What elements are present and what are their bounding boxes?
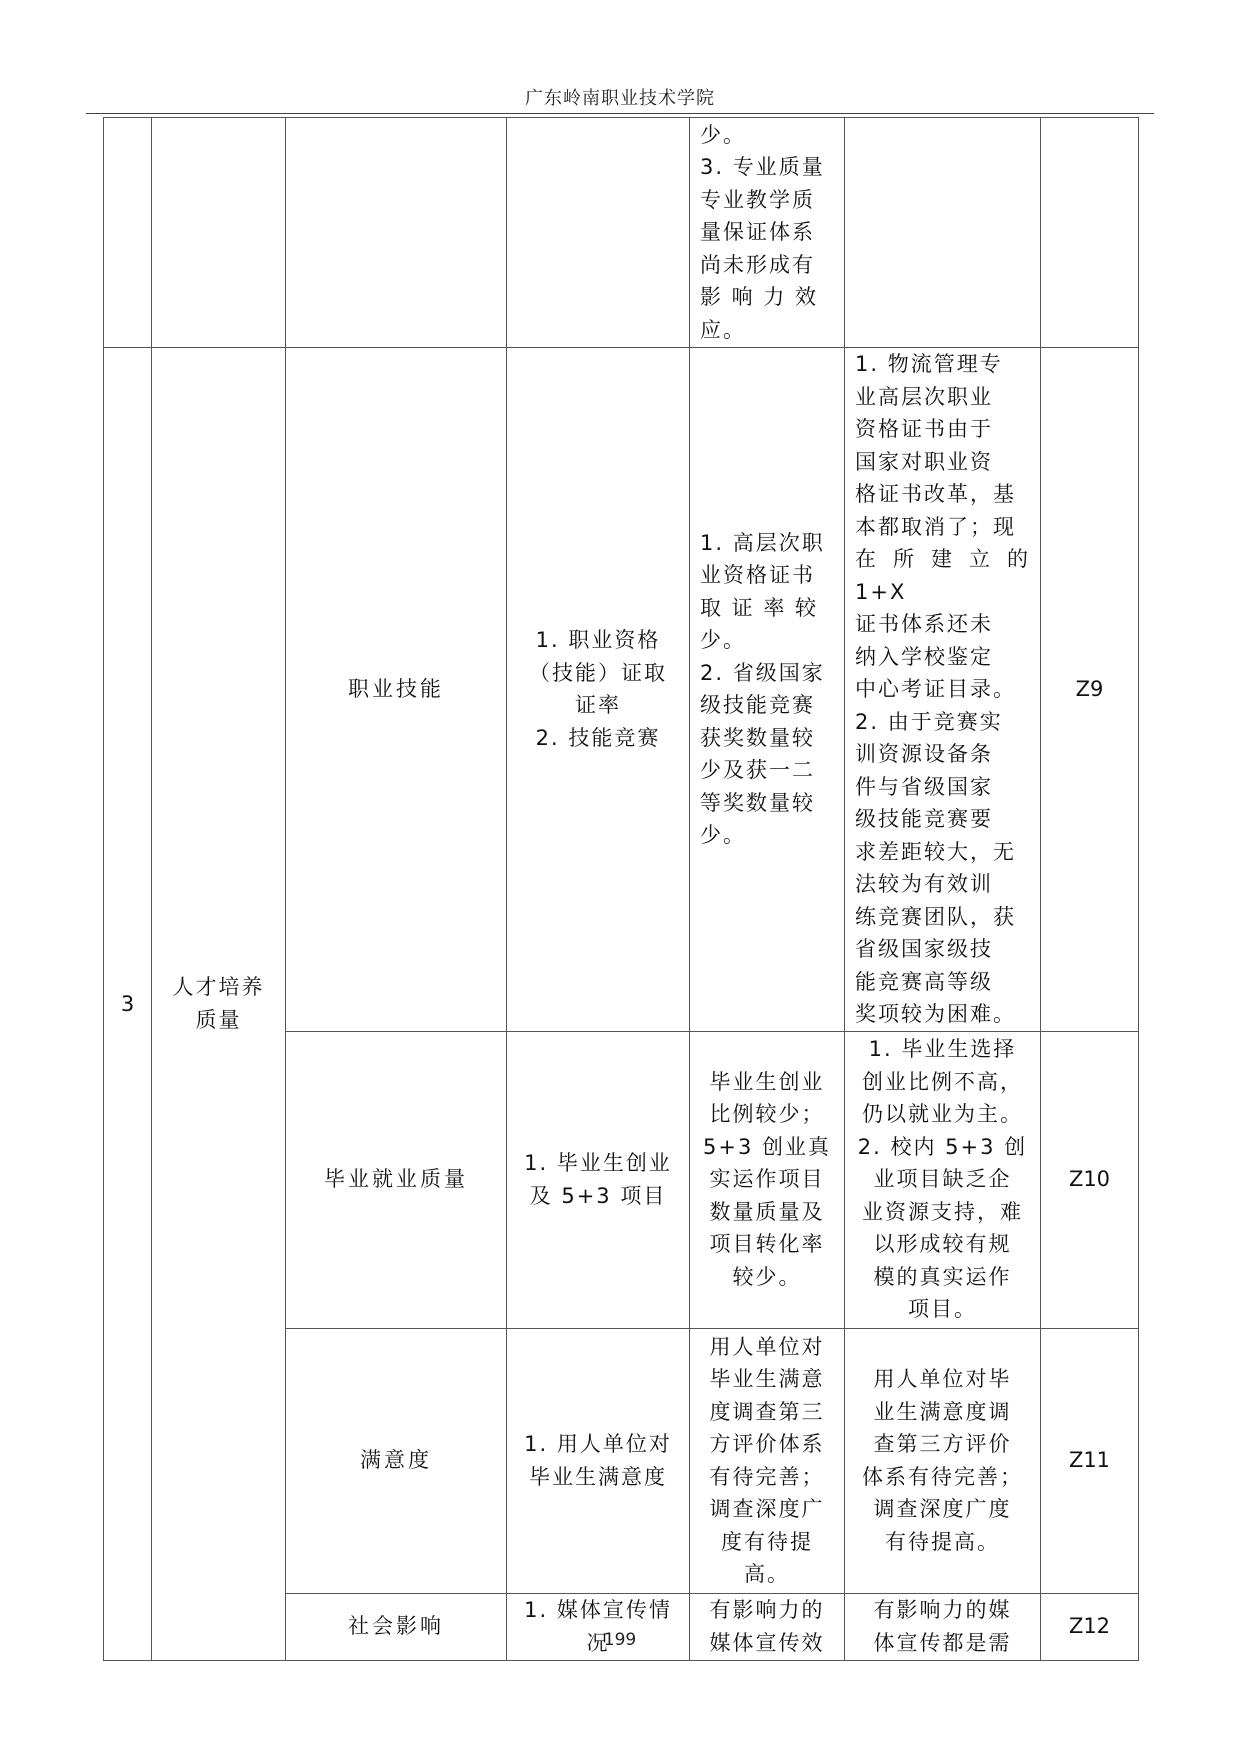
cell-code-empty bbox=[1041, 118, 1139, 348]
issues-table bbox=[103, 117, 1139, 1661]
cell-reason bbox=[845, 1328, 1041, 1593]
problem-line: 实运作项目 bbox=[709, 1167, 825, 1192]
reason-line: 格证书改革，基 bbox=[855, 482, 1016, 506]
point-line: （技能）证取 bbox=[529, 660, 667, 685]
page-header-title: 广东岭南职业技术学院 bbox=[525, 88, 715, 109]
problem-line: 2. 省级国家 bbox=[700, 660, 825, 685]
cell-dimension-empty bbox=[152, 118, 286, 348]
table-row-continued bbox=[104, 118, 1139, 348]
reason-line: 纳入学校鉴定 bbox=[855, 644, 993, 669]
problem-line: 量保证体系 bbox=[700, 220, 815, 245]
reason-line: 有影响力的媒 bbox=[873, 1598, 1012, 1622]
problem-line: 毕业生满意 bbox=[709, 1367, 825, 1391]
reason-line: 业生满意度调 bbox=[873, 1399, 1012, 1424]
cell-problem bbox=[690, 1031, 845, 1328]
reason-line: 法较为有效训 bbox=[855, 872, 993, 896]
reason-line: 用人单位对毕 bbox=[873, 1367, 1012, 1391]
reason-line: 调查深度广度 bbox=[873, 1497, 1012, 1521]
problem-line: 等奖数量较 bbox=[700, 790, 815, 815]
problem-line: 用人单位对 bbox=[709, 1334, 825, 1359]
reason-line: 体宣传都是需 bbox=[873, 1630, 1012, 1655]
cell-point-empty bbox=[507, 118, 690, 348]
problem-line: 级技能竞赛 bbox=[700, 693, 815, 718]
reason-line: 查第三方评价 bbox=[873, 1432, 1012, 1456]
problem-line: 度调查第三 bbox=[709, 1399, 825, 1424]
problem-line: 5+3 创业真 bbox=[703, 1134, 831, 1159]
cell-code: Z12 bbox=[1041, 1593, 1139, 1660]
cell-problem bbox=[690, 348, 845, 1032]
reason-line: 2. 由于竞赛实 bbox=[855, 709, 1003, 734]
problem-line: 方评价体系 bbox=[709, 1432, 825, 1456]
problem-line: 比例较少； bbox=[709, 1102, 825, 1127]
cell-dimension bbox=[152, 348, 286, 1661]
reason-line: 省级国家级技 bbox=[855, 937, 993, 961]
page-number: 199 bbox=[603, 1630, 637, 1650]
cell-reason-empty bbox=[845, 118, 1041, 348]
problem-line: 少。 bbox=[700, 628, 746, 653]
problem-line: 媒体宣传效 bbox=[709, 1630, 825, 1655]
dimension-line: 质量 bbox=[195, 1007, 242, 1032]
problem-line: 1. 高层次职 bbox=[700, 530, 825, 555]
problem-line: 少及获一二 bbox=[700, 758, 815, 783]
problem-line: 数量质量及 bbox=[709, 1199, 825, 1224]
reason-line: 证书体系还未 bbox=[855, 612, 993, 636]
cell-problem bbox=[690, 118, 845, 348]
problem-line: 较少。 bbox=[732, 1264, 802, 1289]
reason-line: 模的真实运作 bbox=[873, 1264, 1012, 1289]
point-line: 1. 毕业生创业 bbox=[524, 1151, 672, 1175]
reason-line: 级技能竞赛要 bbox=[855, 807, 993, 831]
problem-line: 影 响 力 效 bbox=[700, 285, 819, 310]
point-line: 1. 职业资格 bbox=[535, 628, 661, 653]
reason-line: 仍以就业为主。 bbox=[862, 1102, 1023, 1127]
cell-code: Z11 bbox=[1041, 1328, 1139, 1593]
reason-line: 项目。 bbox=[908, 1297, 977, 1322]
cell-problem bbox=[690, 1328, 845, 1593]
cell-point bbox=[507, 348, 690, 1032]
reason-line: 件与省级国家 bbox=[855, 774, 993, 799]
cell-item: 社会影响 bbox=[286, 1593, 507, 1660]
point-line: 1. 用人单位对 bbox=[524, 1432, 672, 1456]
reason-line: 训资源设备条 bbox=[855, 742, 993, 766]
cell-item: 毕业就业质量 bbox=[286, 1031, 507, 1328]
cell-number-empty bbox=[104, 118, 152, 348]
problem-line: 高。 bbox=[744, 1562, 790, 1586]
problem-line: 度有待提 bbox=[721, 1529, 813, 1554]
problem-line: 项目转化率 bbox=[709, 1232, 825, 1257]
problem-line: 应。 bbox=[700, 317, 746, 342]
point-line: 1. 媒体宣传情 bbox=[524, 1598, 672, 1622]
reason-line: 1. 物流管理专 bbox=[855, 352, 1003, 376]
reason-line: 以形成较有规 bbox=[873, 1232, 1012, 1257]
reason-line: 国家对职业资 bbox=[855, 449, 993, 474]
problem-line: 调查深度广 bbox=[709, 1497, 825, 1521]
reason-line: 资格证书由于 bbox=[855, 417, 993, 441]
problem-line: 少。 bbox=[700, 122, 746, 147]
cell-reason bbox=[845, 348, 1041, 1032]
reason-line: 求差距较大，无 bbox=[855, 839, 1016, 864]
problem-line: 毕业生创业 bbox=[709, 1069, 825, 1094]
problem-line: 有待完善； bbox=[709, 1464, 825, 1489]
reason-line: 创业比例不高， bbox=[862, 1069, 1023, 1094]
point-line: 况 bbox=[586, 1630, 610, 1655]
cell-number: 3 bbox=[104, 348, 152, 1661]
problem-line: 少。 bbox=[700, 823, 746, 848]
cell-code: Z10 bbox=[1041, 1031, 1139, 1328]
point-line: 证率 bbox=[575, 693, 621, 718]
problem-line: 尚未形成有 bbox=[700, 252, 815, 277]
table-row bbox=[104, 348, 1139, 1032]
dimension-line: 人才培养 bbox=[172, 975, 265, 1000]
reason-line: 1. 毕业生选择 bbox=[868, 1037, 1017, 1062]
cell-item-empty bbox=[286, 118, 507, 348]
reason-line: 本都取消了；现 bbox=[855, 514, 1016, 539]
cell-point bbox=[507, 1031, 690, 1328]
cell-item: 职业技能 bbox=[286, 348, 507, 1032]
problem-line: 3. 专业质量 bbox=[700, 155, 825, 180]
cell-reason bbox=[845, 1031, 1041, 1328]
reason-line: 2. 校内 5+3 创 bbox=[857, 1134, 1028, 1159]
point-line: 毕业生满意度 bbox=[529, 1464, 667, 1489]
reason-line: 业资源支持，难 bbox=[862, 1199, 1023, 1224]
problem-line: 业资格证书 bbox=[700, 563, 815, 588]
reason-line: 业高层次职业 bbox=[855, 384, 993, 409]
reason-line: 业项目缺乏企 bbox=[873, 1167, 1012, 1192]
reason-line: 体系有待完善； bbox=[862, 1464, 1023, 1489]
cell-item: 满意度 bbox=[286, 1328, 507, 1593]
reason-line: 有待提高。 bbox=[885, 1529, 1000, 1554]
reason-line: 中心考证目录。 bbox=[855, 677, 1016, 701]
reason-line: 在所建立的 1+X bbox=[855, 547, 1030, 604]
reason-line: 练竞赛团队，获 bbox=[855, 904, 1016, 929]
problem-line: 专业教学质 bbox=[700, 187, 815, 212]
reason-line: 能竞赛高等级 bbox=[855, 969, 993, 994]
problem-line: 取 证 率 较 bbox=[700, 595, 819, 620]
problem-line: 有影响力的 bbox=[709, 1598, 825, 1622]
point-line: 及 5+3 项目 bbox=[529, 1183, 667, 1208]
cell-code: Z9 bbox=[1041, 348, 1139, 1032]
problem-line: 获奖数量较 bbox=[700, 725, 815, 750]
header-divider bbox=[86, 113, 1154, 114]
reason-line: 奖项较为困难。 bbox=[855, 1002, 1016, 1026]
point-line: 2. 技能竞赛 bbox=[535, 725, 661, 750]
cell-point bbox=[507, 1328, 690, 1593]
